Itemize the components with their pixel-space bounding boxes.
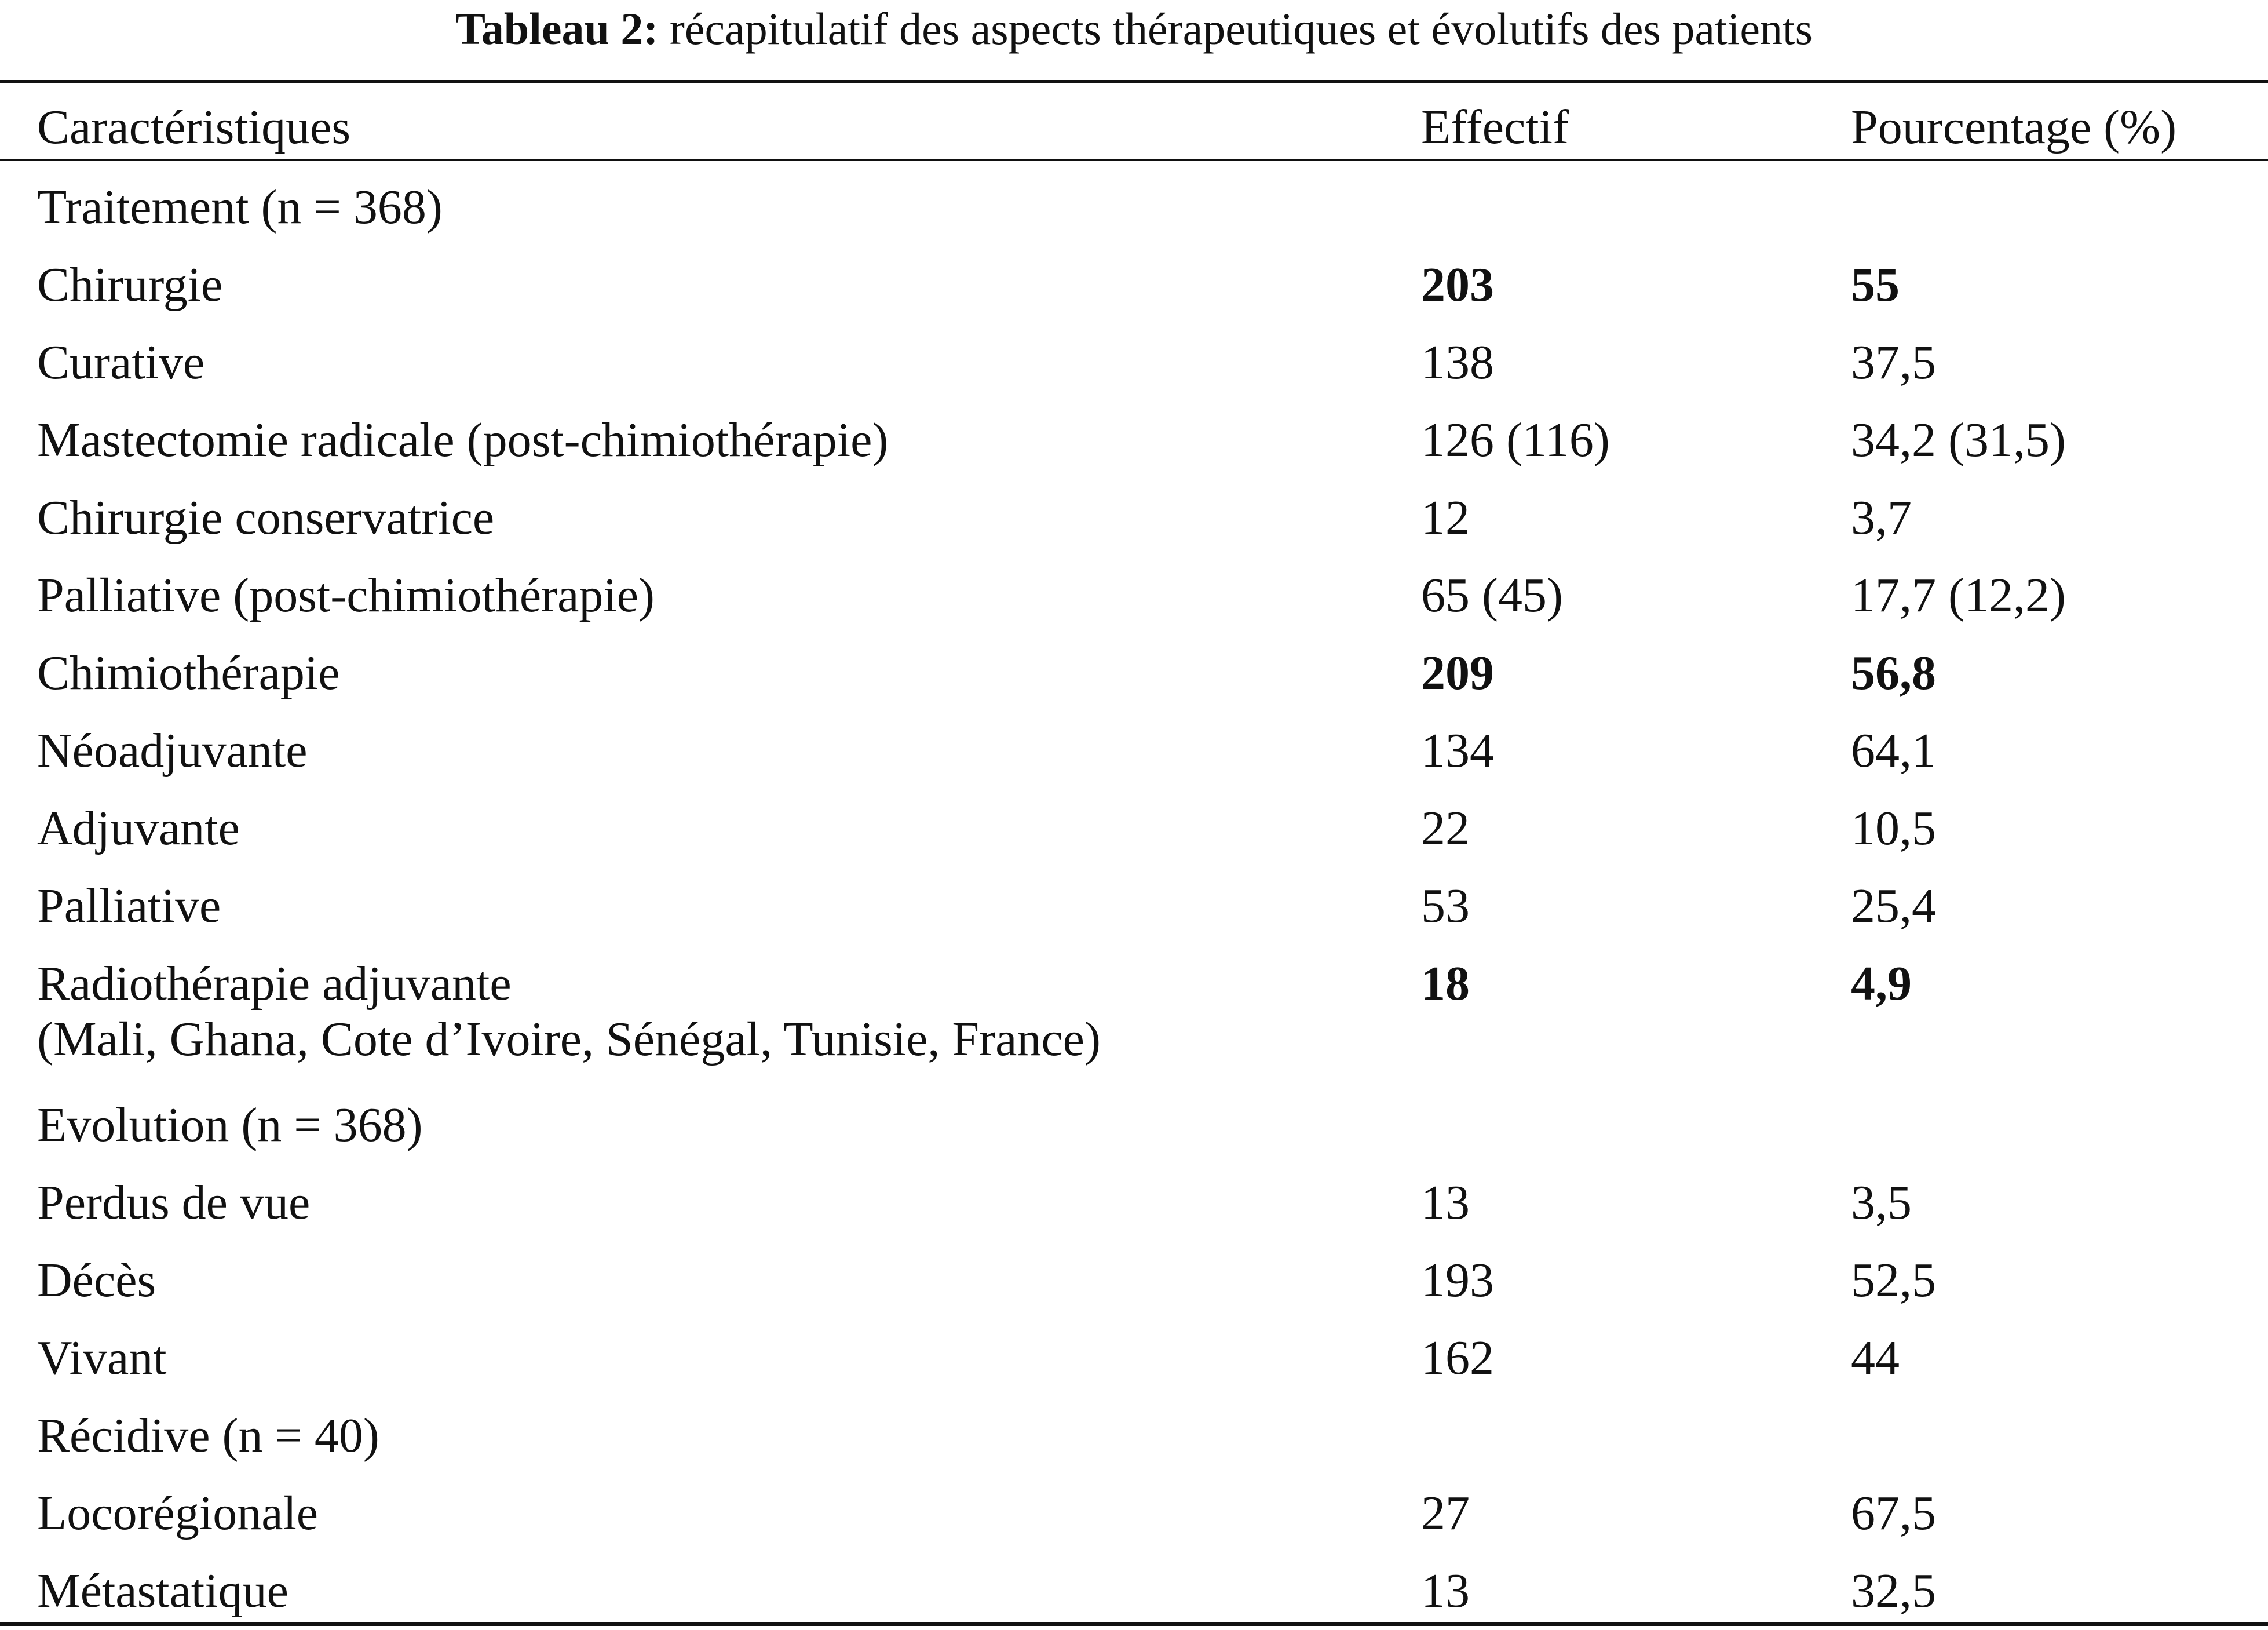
row-effectif: 53 bbox=[1421, 879, 1470, 933]
header-rule bbox=[0, 159, 2268, 161]
row-effectif: 22 bbox=[1421, 801, 1470, 855]
row-label: Mastectomie radicale (post-chimiothérapie) bbox=[37, 413, 889, 467]
row-label: Perdus de vue bbox=[37, 1176, 311, 1230]
row-label-line2: (Mali, Ghana, Cote d’Ivoire, Sénégal, Tunisie, France) bbox=[37, 1012, 1101, 1066]
row-pourcentage: 3,7 bbox=[1851, 491, 1912, 545]
caption-label: Tableau 2: bbox=[455, 3, 659, 54]
row-pourcentage: 25,4 bbox=[1851, 879, 1936, 933]
table-caption bbox=[0, 0, 2268, 70]
table-row bbox=[0, 1175, 2268, 1253]
section-row-recidive bbox=[0, 1408, 2268, 1486]
row-effectif: 193 bbox=[1421, 1253, 1494, 1307]
header-characteristics: Caractéristiques bbox=[37, 100, 351, 154]
row-pourcentage: 64,1 bbox=[1851, 724, 1936, 778]
row-effectif: 27 bbox=[1421, 1486, 1470, 1540]
row-label-line1: Radiothérapie adjuvante bbox=[37, 957, 512, 1011]
row-effectif: 209 bbox=[1421, 646, 1494, 700]
row-effectif: 12 bbox=[1421, 491, 1470, 545]
row-label: Chirurgie bbox=[37, 258, 223, 312]
section-row-traitement bbox=[0, 180, 2268, 257]
row-label: Néoadjuvante bbox=[37, 724, 308, 778]
table-row bbox=[0, 1486, 2268, 1563]
table-row bbox=[0, 878, 2268, 956]
row-effectif: 13 bbox=[1421, 1564, 1470, 1618]
row-pourcentage: 3,5 bbox=[1851, 1176, 1912, 1230]
row-label: Vivant bbox=[37, 1331, 167, 1385]
row-pourcentage: 52,5 bbox=[1851, 1253, 1936, 1307]
row-label: Palliative (post-chimiothérapie) bbox=[37, 568, 655, 622]
table-row bbox=[0, 1563, 2268, 1621]
row-pourcentage: 34,2 (31,5) bbox=[1851, 413, 2066, 467]
top-rule bbox=[0, 80, 2268, 83]
table-row bbox=[0, 413, 2268, 490]
row-pourcentage: 37,5 bbox=[1851, 336, 1936, 389]
row-label: Métastatique bbox=[37, 1564, 288, 1618]
row-effectif: 138 bbox=[1421, 336, 1494, 389]
row-label: Récidive (n = 40) bbox=[37, 1409, 379, 1463]
row-effectif: 134 bbox=[1421, 724, 1494, 778]
table-row-chirurgie bbox=[0, 257, 2268, 335]
table-row bbox=[0, 490, 2268, 568]
bottom-rule bbox=[0, 1622, 2268, 1626]
row-label: Décès bbox=[37, 1253, 156, 1307]
header-effectif: Effectif bbox=[1421, 100, 1569, 154]
row-effectif: 203 bbox=[1421, 258, 1494, 312]
row-pourcentage: 56,8 bbox=[1851, 646, 1936, 700]
row-label: Traitement (n = 368) bbox=[37, 180, 443, 234]
row-pourcentage: 55 bbox=[1851, 258, 1900, 312]
table-row bbox=[0, 723, 2268, 801]
row-pourcentage: 10,5 bbox=[1851, 801, 1936, 855]
row-label: Chimiothérapie bbox=[37, 646, 340, 700]
row-label: Locorégionale bbox=[37, 1486, 319, 1540]
row-label: Adjuvante bbox=[37, 801, 240, 855]
caption-text: récapitulatif des aspects thérapeutiques et évolutifs des patients bbox=[669, 3, 1813, 54]
row-pourcentage: 32,5 bbox=[1851, 1564, 1936, 1618]
row-effectif: 162 bbox=[1421, 1331, 1494, 1385]
table-row bbox=[0, 1253, 2268, 1330]
table-row bbox=[0, 335, 2268, 413]
table-row-radiotherapie bbox=[0, 956, 2268, 1084]
table-row bbox=[0, 1330, 2268, 1408]
row-label bbox=[37, 956, 1101, 1067]
row-pourcentage: 67,5 bbox=[1851, 1486, 1936, 1540]
row-effectif: 18 bbox=[1421, 957, 1470, 1011]
row-effectif: 126 (116) bbox=[1421, 413, 1610, 467]
section-row-evolution bbox=[0, 1097, 2268, 1175]
table-row-chimiotherapie bbox=[0, 646, 2268, 723]
header-pourcentage: Pourcentage (%) bbox=[1851, 100, 2177, 154]
row-pourcentage: 17,7 (12,2) bbox=[1851, 568, 2066, 622]
table-row bbox=[0, 568, 2268, 646]
row-label: Chirurgie conservatrice bbox=[37, 491, 495, 545]
table-row bbox=[0, 801, 2268, 878]
row-effectif: 13 bbox=[1421, 1176, 1470, 1230]
row-pourcentage: 4,9 bbox=[1851, 957, 1912, 1011]
row-pourcentage: 44 bbox=[1851, 1331, 1900, 1385]
row-label: Evolution (n = 368) bbox=[37, 1098, 423, 1152]
row-label: Curative bbox=[37, 336, 205, 389]
row-effectif: 65 (45) bbox=[1421, 568, 1563, 622]
header-row bbox=[0, 100, 2268, 177]
row-label: Palliative bbox=[37, 879, 221, 933]
